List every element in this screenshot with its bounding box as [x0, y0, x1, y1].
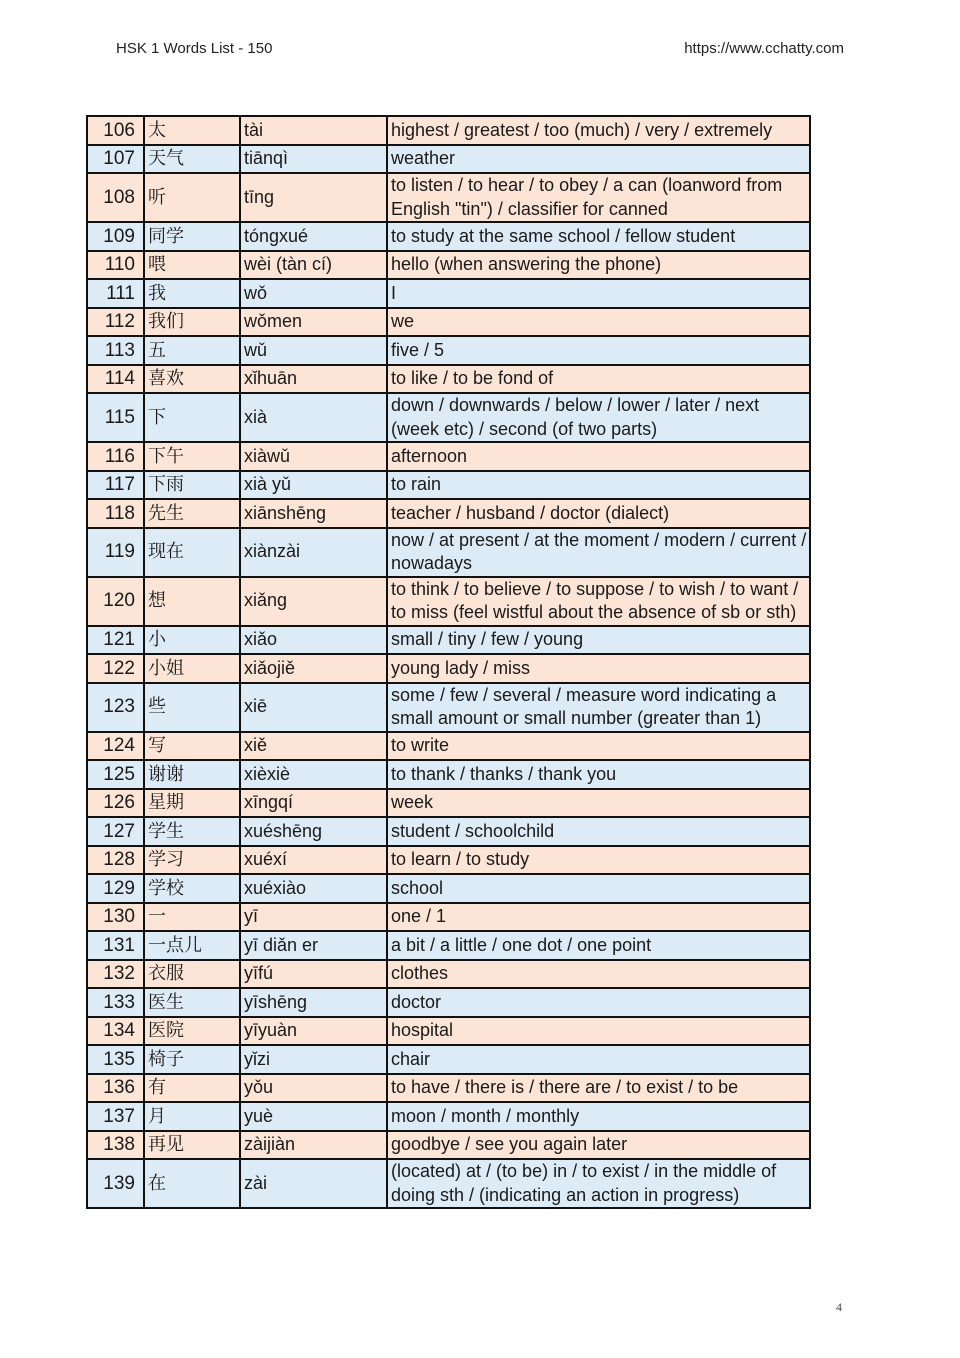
word-number: 122: [87, 654, 144, 683]
word-meaning: school: [387, 874, 810, 903]
word-pinyin: yīyuàn: [240, 1017, 387, 1046]
table-row: [87, 577, 810, 626]
word-number: 120: [87, 577, 144, 626]
word-meaning: highest / greatest / too (much) / very / extremely: [387, 116, 810, 145]
word-number: 133: [87, 988, 144, 1017]
table-row: [87, 222, 810, 251]
word-number: 108: [87, 173, 144, 222]
word-pinyin: xuéxí: [240, 846, 387, 875]
word-pinyin: tóngxué: [240, 222, 387, 251]
word-meaning: young lady / miss: [387, 654, 810, 683]
table-row: [87, 903, 810, 932]
word-hanzi: 学校: [144, 874, 240, 903]
word-pinyin: xiānshēng: [240, 499, 387, 528]
word-number: 132: [87, 960, 144, 989]
word-number: 136: [87, 1074, 144, 1103]
word-meaning: five / 5: [387, 336, 810, 365]
word-meaning: to thank / thanks / thank you: [387, 760, 810, 789]
table-row: [87, 251, 810, 280]
word-number: 118: [87, 499, 144, 528]
word-hanzi: 同学: [144, 222, 240, 251]
word-hanzi: 再见: [144, 1131, 240, 1160]
word-hanzi: 些: [144, 683, 240, 732]
word-number: 134: [87, 1017, 144, 1046]
word-number: 117: [87, 471, 144, 500]
table-row: [87, 760, 810, 789]
table-row: [87, 1131, 810, 1160]
word-hanzi: 学生: [144, 817, 240, 846]
table-row: [87, 173, 810, 222]
word-pinyin: yīfú: [240, 960, 387, 989]
word-pinyin: xīngqí: [240, 789, 387, 818]
word-number: 127: [87, 817, 144, 846]
table-row: [87, 528, 810, 577]
word-hanzi: 喜欢: [144, 365, 240, 394]
word-meaning: weather: [387, 145, 810, 174]
document-title: HSK 1 Words List - 150: [116, 40, 273, 57]
word-meaning: some / few / several / measure word indicating a small amount or small number (greater than 1): [387, 683, 810, 732]
word-meaning: goodbye / see you again later: [387, 1131, 810, 1160]
word-meaning: to listen / to hear / to obey / a can (loanword from English "tin") / classifier for canned: [387, 173, 810, 222]
word-hanzi: 椅子: [144, 1045, 240, 1074]
word-meaning: hello (when answering the phone): [387, 251, 810, 280]
word-hanzi: 星期: [144, 789, 240, 818]
word-pinyin: xiàwǔ: [240, 442, 387, 471]
table-row: [87, 499, 810, 528]
word-hanzi: 想: [144, 577, 240, 626]
word-number: 135: [87, 1045, 144, 1074]
word-number: 126: [87, 789, 144, 818]
word-number: 123: [87, 683, 144, 732]
table-row: [87, 471, 810, 500]
word-pinyin: yī diǎn er: [240, 931, 387, 960]
word-number: 137: [87, 1102, 144, 1131]
word-number: 128: [87, 846, 144, 875]
table-row: [87, 442, 810, 471]
table-row: [87, 960, 810, 989]
vocabulary-table: [86, 115, 811, 1209]
word-hanzi: 学习: [144, 846, 240, 875]
table-row: [87, 654, 810, 683]
word-pinyin: wèi (tàn cí): [240, 251, 387, 280]
page-number: 4: [836, 1300, 842, 1314]
word-meaning: to like / to be fond of: [387, 365, 810, 394]
word-pinyin: xièxiè: [240, 760, 387, 789]
word-meaning: to learn / to study: [387, 846, 810, 875]
table-row: [87, 308, 810, 337]
word-meaning: to rain: [387, 471, 810, 500]
word-meaning: moon / month / monthly: [387, 1102, 810, 1131]
table-row: [87, 732, 810, 761]
word-number: 115: [87, 393, 144, 442]
word-pinyin: yī: [240, 903, 387, 932]
word-pinyin: yuè: [240, 1102, 387, 1131]
word-meaning: hospital: [387, 1017, 810, 1046]
table-row: [87, 279, 810, 308]
word-pinyin: wǔ: [240, 336, 387, 365]
word-hanzi: 医院: [144, 1017, 240, 1046]
word-hanzi: 太: [144, 116, 240, 145]
word-meaning: to have / there is / there are / to exist / to be: [387, 1074, 810, 1103]
word-pinyin: xuéshēng: [240, 817, 387, 846]
word-hanzi: 我: [144, 279, 240, 308]
word-pinyin: yǒu: [240, 1074, 387, 1103]
table-row: [87, 1017, 810, 1046]
word-meaning: teacher / husband / doctor (dialect): [387, 499, 810, 528]
word-pinyin: xiǎo: [240, 626, 387, 655]
word-pinyin: xiǎojiě: [240, 654, 387, 683]
table-row: [87, 145, 810, 174]
table-row: [87, 988, 810, 1017]
word-hanzi: 现在: [144, 528, 240, 577]
word-pinyin: tài: [240, 116, 387, 145]
word-pinyin: zài: [240, 1159, 387, 1208]
word-pinyin: yīshēng: [240, 988, 387, 1017]
table-row: [87, 365, 810, 394]
word-pinyin: xià: [240, 393, 387, 442]
word-hanzi: 月: [144, 1102, 240, 1131]
table-row: [87, 846, 810, 875]
word-meaning: one / 1: [387, 903, 810, 932]
word-meaning: to think / to believe / to suppose / to wish / to want / to miss (feel wistful about the absence of sb or sth): [387, 577, 810, 626]
word-number: 110: [87, 251, 144, 280]
word-meaning: to write: [387, 732, 810, 761]
word-pinyin: xiē: [240, 683, 387, 732]
word-pinyin: xuéxiào: [240, 874, 387, 903]
word-number: 124: [87, 732, 144, 761]
word-meaning: chair: [387, 1045, 810, 1074]
word-hanzi: 天气: [144, 145, 240, 174]
word-hanzi: 衣服: [144, 960, 240, 989]
table-row: [87, 1074, 810, 1103]
table-row: [87, 336, 810, 365]
word-number: 114: [87, 365, 144, 394]
word-number: 111: [87, 279, 144, 308]
word-meaning: (located) at / (to be) in / to exist / in the middle of doing sth / (indicating an action in progress): [387, 1159, 810, 1208]
source-url: https://www.cchatty.com: [684, 40, 844, 57]
table-row: [87, 683, 810, 732]
word-number: 138: [87, 1131, 144, 1160]
table-row: [87, 817, 810, 846]
word-number: 121: [87, 626, 144, 655]
word-meaning: now / at present / at the moment / modern / current / nowadays: [387, 528, 810, 577]
word-pinyin: xǐhuān: [240, 365, 387, 394]
table-row: [87, 1159, 810, 1208]
word-hanzi: 医生: [144, 988, 240, 1017]
word-hanzi: 一点儿: [144, 931, 240, 960]
word-number: 119: [87, 528, 144, 577]
word-hanzi: 我们: [144, 308, 240, 337]
word-meaning: week: [387, 789, 810, 818]
word-hanzi: 喂: [144, 251, 240, 280]
word-meaning: a bit / a little / one dot / one point: [387, 931, 810, 960]
word-meaning: afternoon: [387, 442, 810, 471]
word-pinyin: tiānqì: [240, 145, 387, 174]
word-hanzi: 在: [144, 1159, 240, 1208]
word-meaning: we: [387, 308, 810, 337]
word-hanzi: 五: [144, 336, 240, 365]
word-meaning: down / downwards / below / lower / later / next (week etc) / second (of two parts): [387, 393, 810, 442]
word-pinyin: xiě: [240, 732, 387, 761]
table-row: [87, 931, 810, 960]
word-number: 113: [87, 336, 144, 365]
word-meaning: clothes: [387, 960, 810, 989]
word-hanzi: 一: [144, 903, 240, 932]
word-number: 112: [87, 308, 144, 337]
word-hanzi: 听: [144, 173, 240, 222]
word-hanzi: 下雨: [144, 471, 240, 500]
word-hanzi: 先生: [144, 499, 240, 528]
word-number: 130: [87, 903, 144, 932]
word-hanzi: 谢谢: [144, 760, 240, 789]
word-number: 129: [87, 874, 144, 903]
word-number: 109: [87, 222, 144, 251]
word-meaning: student / schoolchild: [387, 817, 810, 846]
word-number: 131: [87, 931, 144, 960]
table-row: [87, 116, 810, 145]
word-number: 116: [87, 442, 144, 471]
word-meaning: I: [387, 279, 810, 308]
word-number: 139: [87, 1159, 144, 1208]
word-pinyin: tīng: [240, 173, 387, 222]
word-meaning: doctor: [387, 988, 810, 1017]
word-meaning: to study at the same school / fellow student: [387, 222, 810, 251]
word-hanzi: 写: [144, 732, 240, 761]
word-hanzi: 小: [144, 626, 240, 655]
word-hanzi: 下: [144, 393, 240, 442]
table-row: [87, 874, 810, 903]
word-hanzi: 有: [144, 1074, 240, 1103]
word-pinyin: zàijiàn: [240, 1131, 387, 1160]
table-row: [87, 1045, 810, 1074]
word-pinyin: yǐzi: [240, 1045, 387, 1074]
word-number: 106: [87, 116, 144, 145]
word-meaning: small / tiny / few / young: [387, 626, 810, 655]
word-pinyin: xiǎng: [240, 577, 387, 626]
word-pinyin: xià yǔ: [240, 471, 387, 500]
table-row: [87, 393, 810, 442]
word-number: 125: [87, 760, 144, 789]
word-hanzi: 小姐: [144, 654, 240, 683]
word-number: 107: [87, 145, 144, 174]
table-row: [87, 789, 810, 818]
word-pinyin: xiànzài: [240, 528, 387, 577]
table-row: [87, 1102, 810, 1131]
word-hanzi: 下午: [144, 442, 240, 471]
word-pinyin: wǒ: [240, 279, 387, 308]
table-row: [87, 626, 810, 655]
word-pinyin: wǒmen: [240, 308, 387, 337]
